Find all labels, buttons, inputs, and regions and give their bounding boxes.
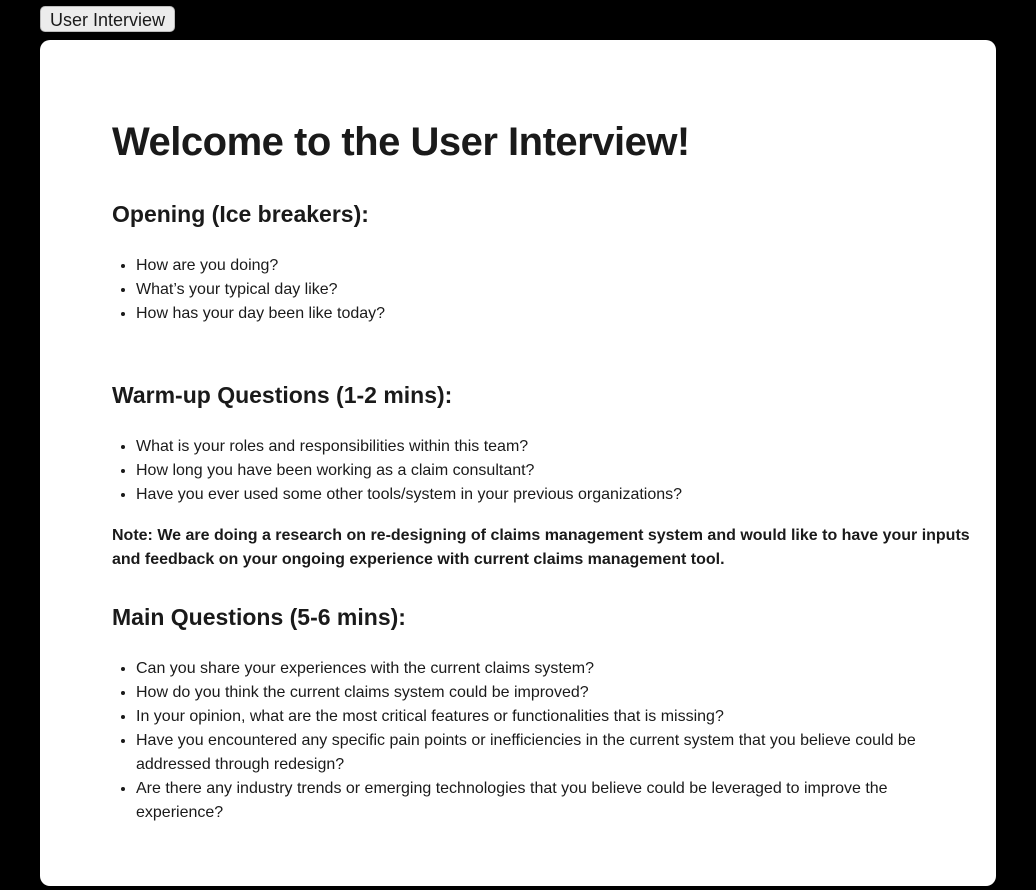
list-item: • Have you ever used some other tools/system in your previous organizations? (136, 483, 972, 507)
document-panel (40, 40, 996, 886)
window-title-tab[interactable]: User Interview (40, 6, 175, 32)
research-note: Note: We are doing a research on re-designing of claims management system and would like to have your inputs and feedback on your ongoing experience with current claims management tool. (112, 527, 970, 568)
section-heading-warmup: Warm-up Questions (1-2 mins): (112, 382, 453, 408)
list-item: • Are there any industry trends or emerging technologies that you believe could be leveraged to improve the experience? (136, 777, 972, 825)
list-item: • How has your day been like today? (136, 302, 972, 326)
list-item: • What is your roles and responsibilities within this team? (136, 435, 972, 459)
section-heading-main: Main Questions (5-6 mins): (112, 604, 406, 630)
list-item: • What’s your typical day like? (136, 278, 972, 302)
list-item: • How long you have been working as a claim consultant? (136, 459, 972, 483)
list-item: • In your opinion, what are the most critical features or functionalities that is missing? (136, 705, 972, 729)
page-title: Welcome to the User Interview! (112, 120, 690, 164)
list-item: • Have you encountered any specific pain points or inefficiencies in the current system that you believe could be addressed through redesign? (136, 729, 972, 777)
list-item: • Can you share your experiences with the current claims system? (136, 657, 972, 681)
opening-questions-list (112, 254, 972, 326)
section-heading-opening: Opening (Ice breakers): (112, 201, 369, 227)
document-content (112, 116, 972, 825)
list-item: • How are you doing? (136, 254, 972, 278)
list-item: • How do you think the current claims system could be improved? (136, 681, 972, 705)
warmup-questions-list (112, 435, 972, 507)
main-questions-list (112, 657, 972, 825)
